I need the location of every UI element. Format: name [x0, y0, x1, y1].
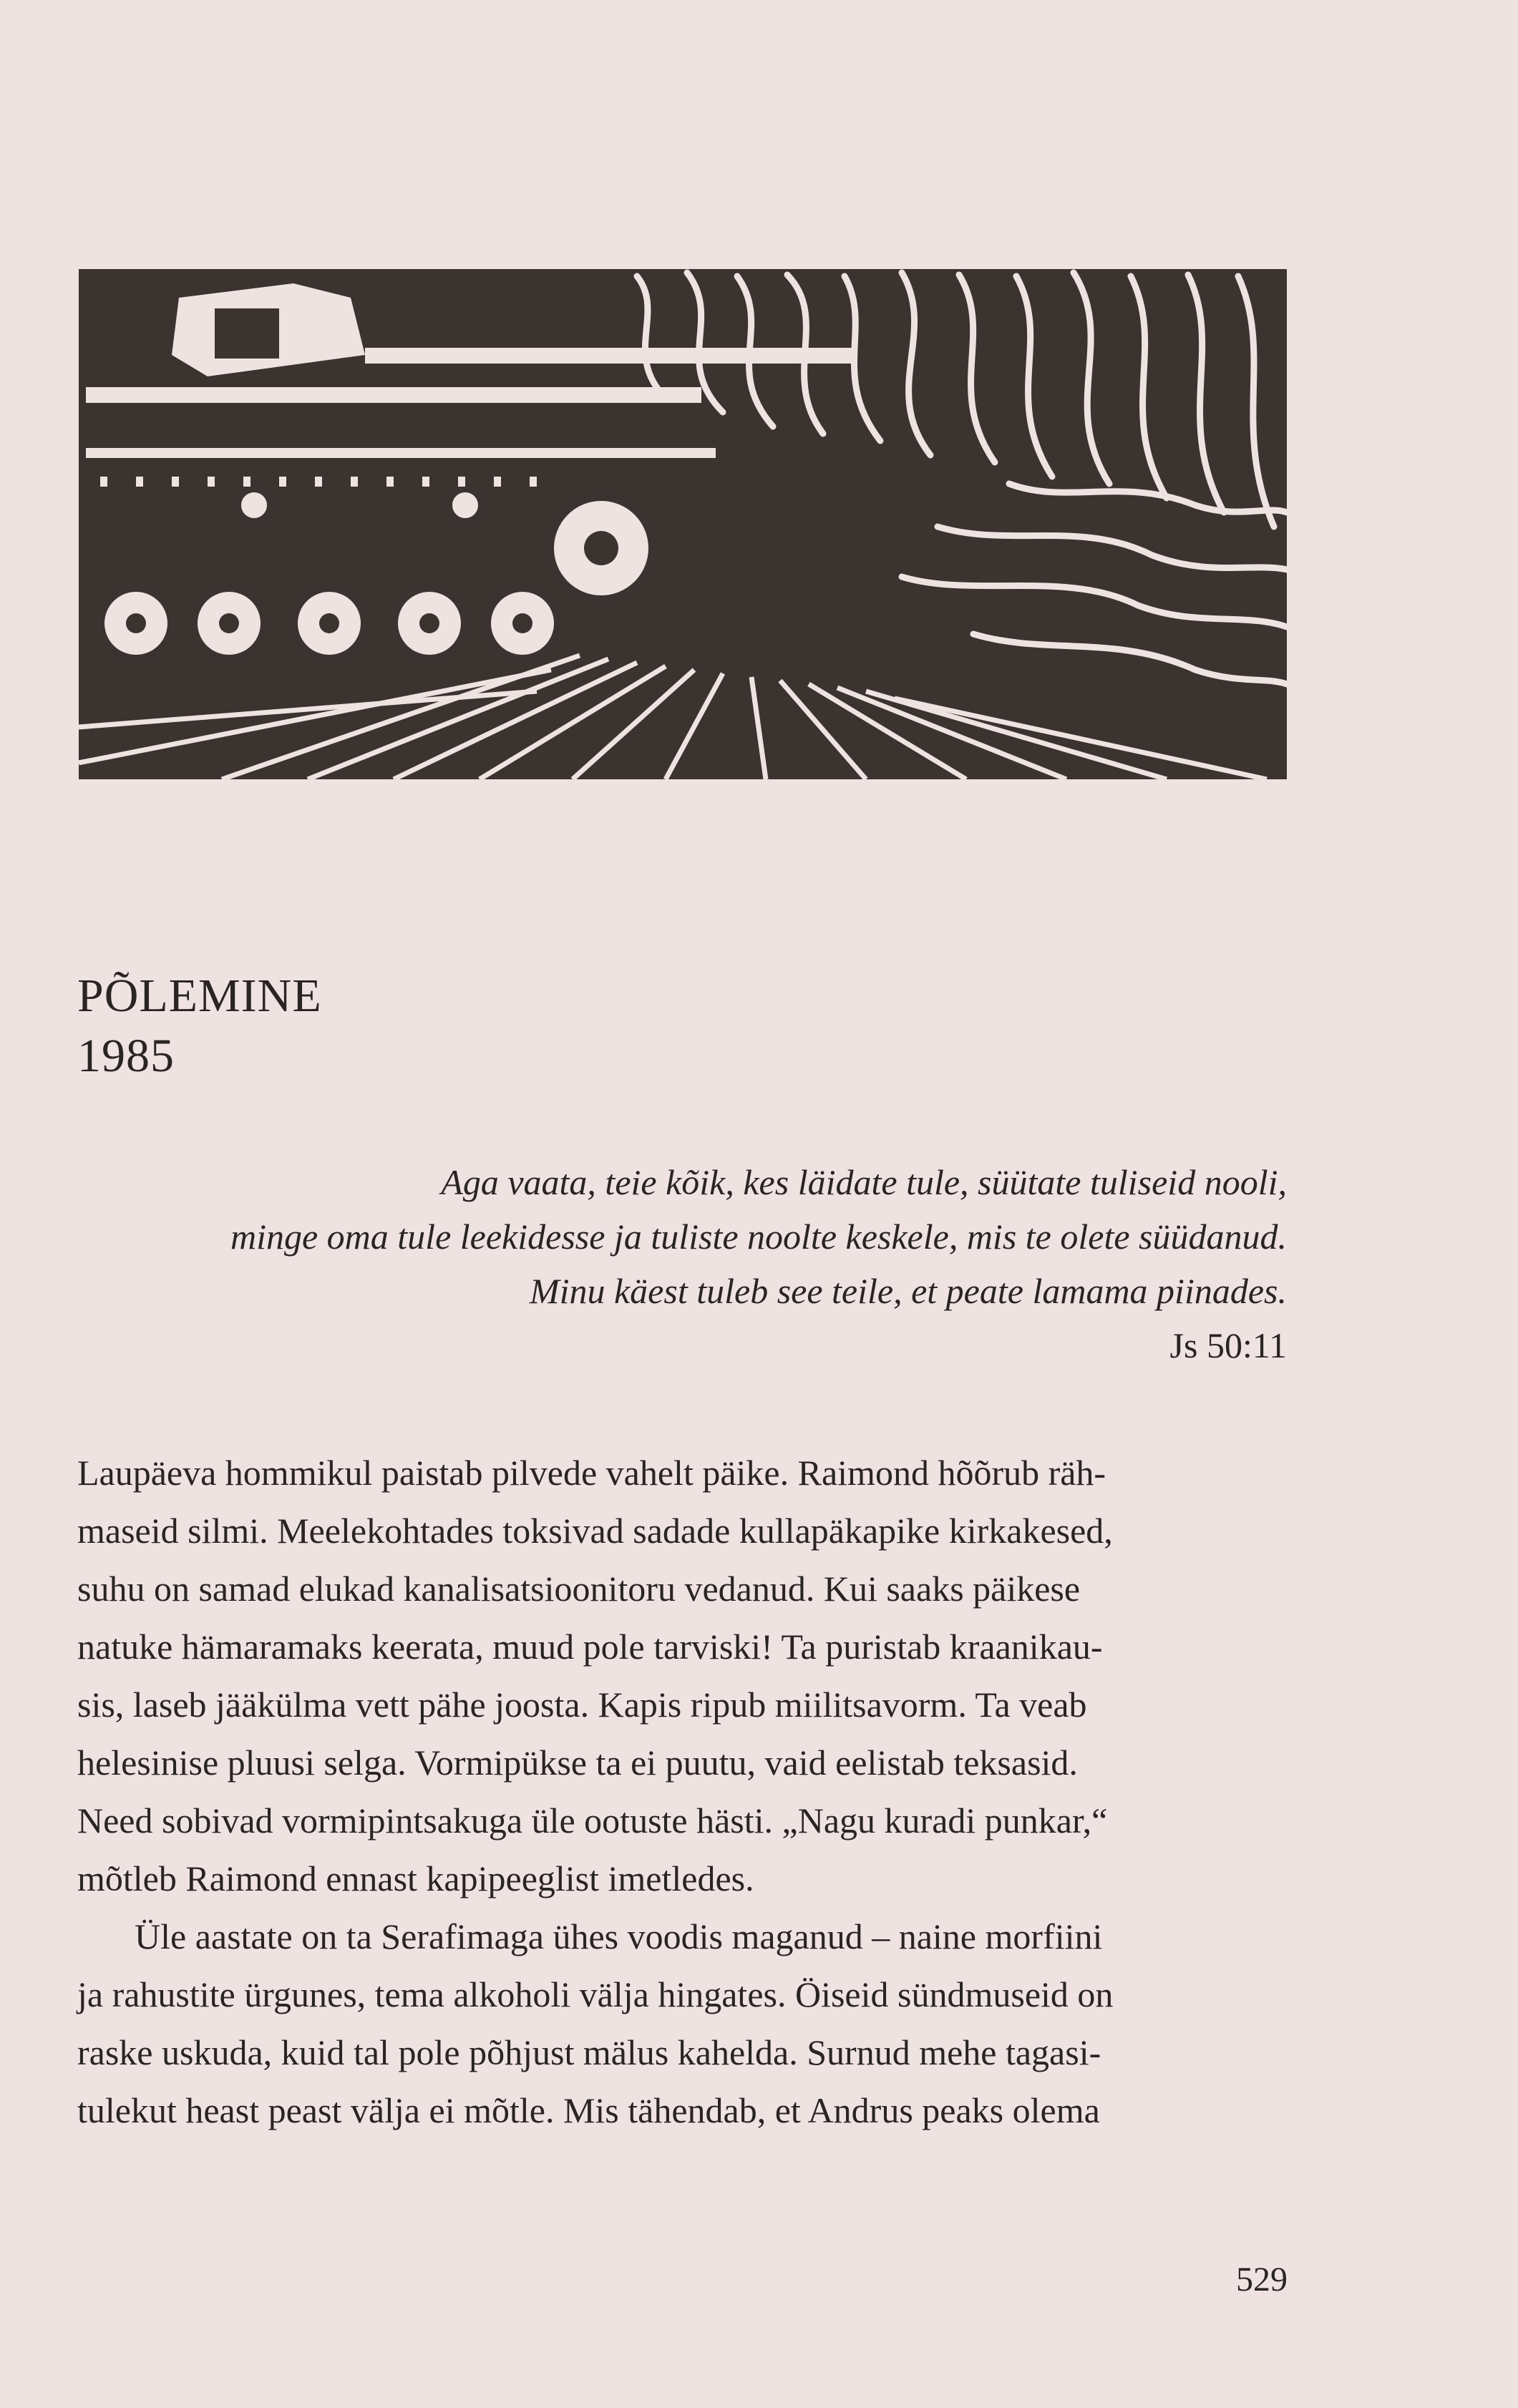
page-number: 529: [1236, 2261, 1288, 2299]
text-line: maseid silmi. Meelekohtades toksivad sadade kullapäkapike kirkakesed,: [77, 1511, 1113, 1551]
body-text: [77, 1444, 1287, 2140]
epigraph-line: Aga vaata, teie kõik, kes läidate tule, süütate tuliseid nooli,: [441, 1162, 1287, 1202]
epigraph-line: minge oma tule leekidesse ja tuliste noolte keskele, mis te olete süüdanud.: [230, 1217, 1287, 1257]
text-line: tulekut heast peast välja ei mõtle. Mis tähendab, et Andrus peaks olema: [77, 2090, 1100, 2130]
chapter-title-text: PÕLEMINE: [77, 970, 322, 1022]
text-line: sis, laseb jääkülma vett pähe joosta. Kapis ripub miilitsavorm. Ta veab: [77, 1685, 1087, 1725]
text-line: Üle aastate on ta Serafimaga ühes voodis maganud – naine morfiini: [135, 1916, 1103, 1956]
text-line: natuke hämaramaks keerata, muud pole tarviski! Ta puristab kraanikau-: [77, 1627, 1103, 1667]
epigraph: [79, 1155, 1287, 1373]
text-line: ja rahustite ürgunes, tema alkoholi välja hingates. Öiseid sündmuseid on: [77, 1974, 1114, 2014]
text-line: Laupäeva hommikul paistab pilvede vahelt päike. Raimond hõõrub räh-: [77, 1453, 1106, 1493]
text-line: helesinise pluusi selga. Vormipükse ta ei puutu, vaid eelistab teksasid.: [77, 1742, 1078, 1783]
epigraph-line: Minu käest tuleb see teile, et peate lamama piinades.: [529, 1271, 1287, 1311]
paragraph: [77, 1908, 1287, 2140]
epigraph-reference: Js 50:11: [1169, 1325, 1287, 1365]
tank-woodcut-illustration: [79, 269, 1287, 779]
text-line: mõtleb Raimond ennast kapipeeglist imetledes.: [77, 1858, 754, 1898]
text-line: raske uskuda, kuid tal pole põhjust mälus kahelda. Surnud mehe tagasi-: [77, 2032, 1101, 2072]
text-line: Need sobivad vormipintsakuga üle ootuste hästi. „Nagu kuradi punkar,“: [77, 1800, 1108, 1841]
chapter-title: [77, 966, 322, 1086]
text-line: suhu on samad elukad kanalisatsioonitoru vedanud. Kui saaks päikese: [77, 1569, 1081, 1609]
paragraph: [77, 1444, 1287, 1908]
chapter-year: 1985: [77, 1030, 175, 1082]
